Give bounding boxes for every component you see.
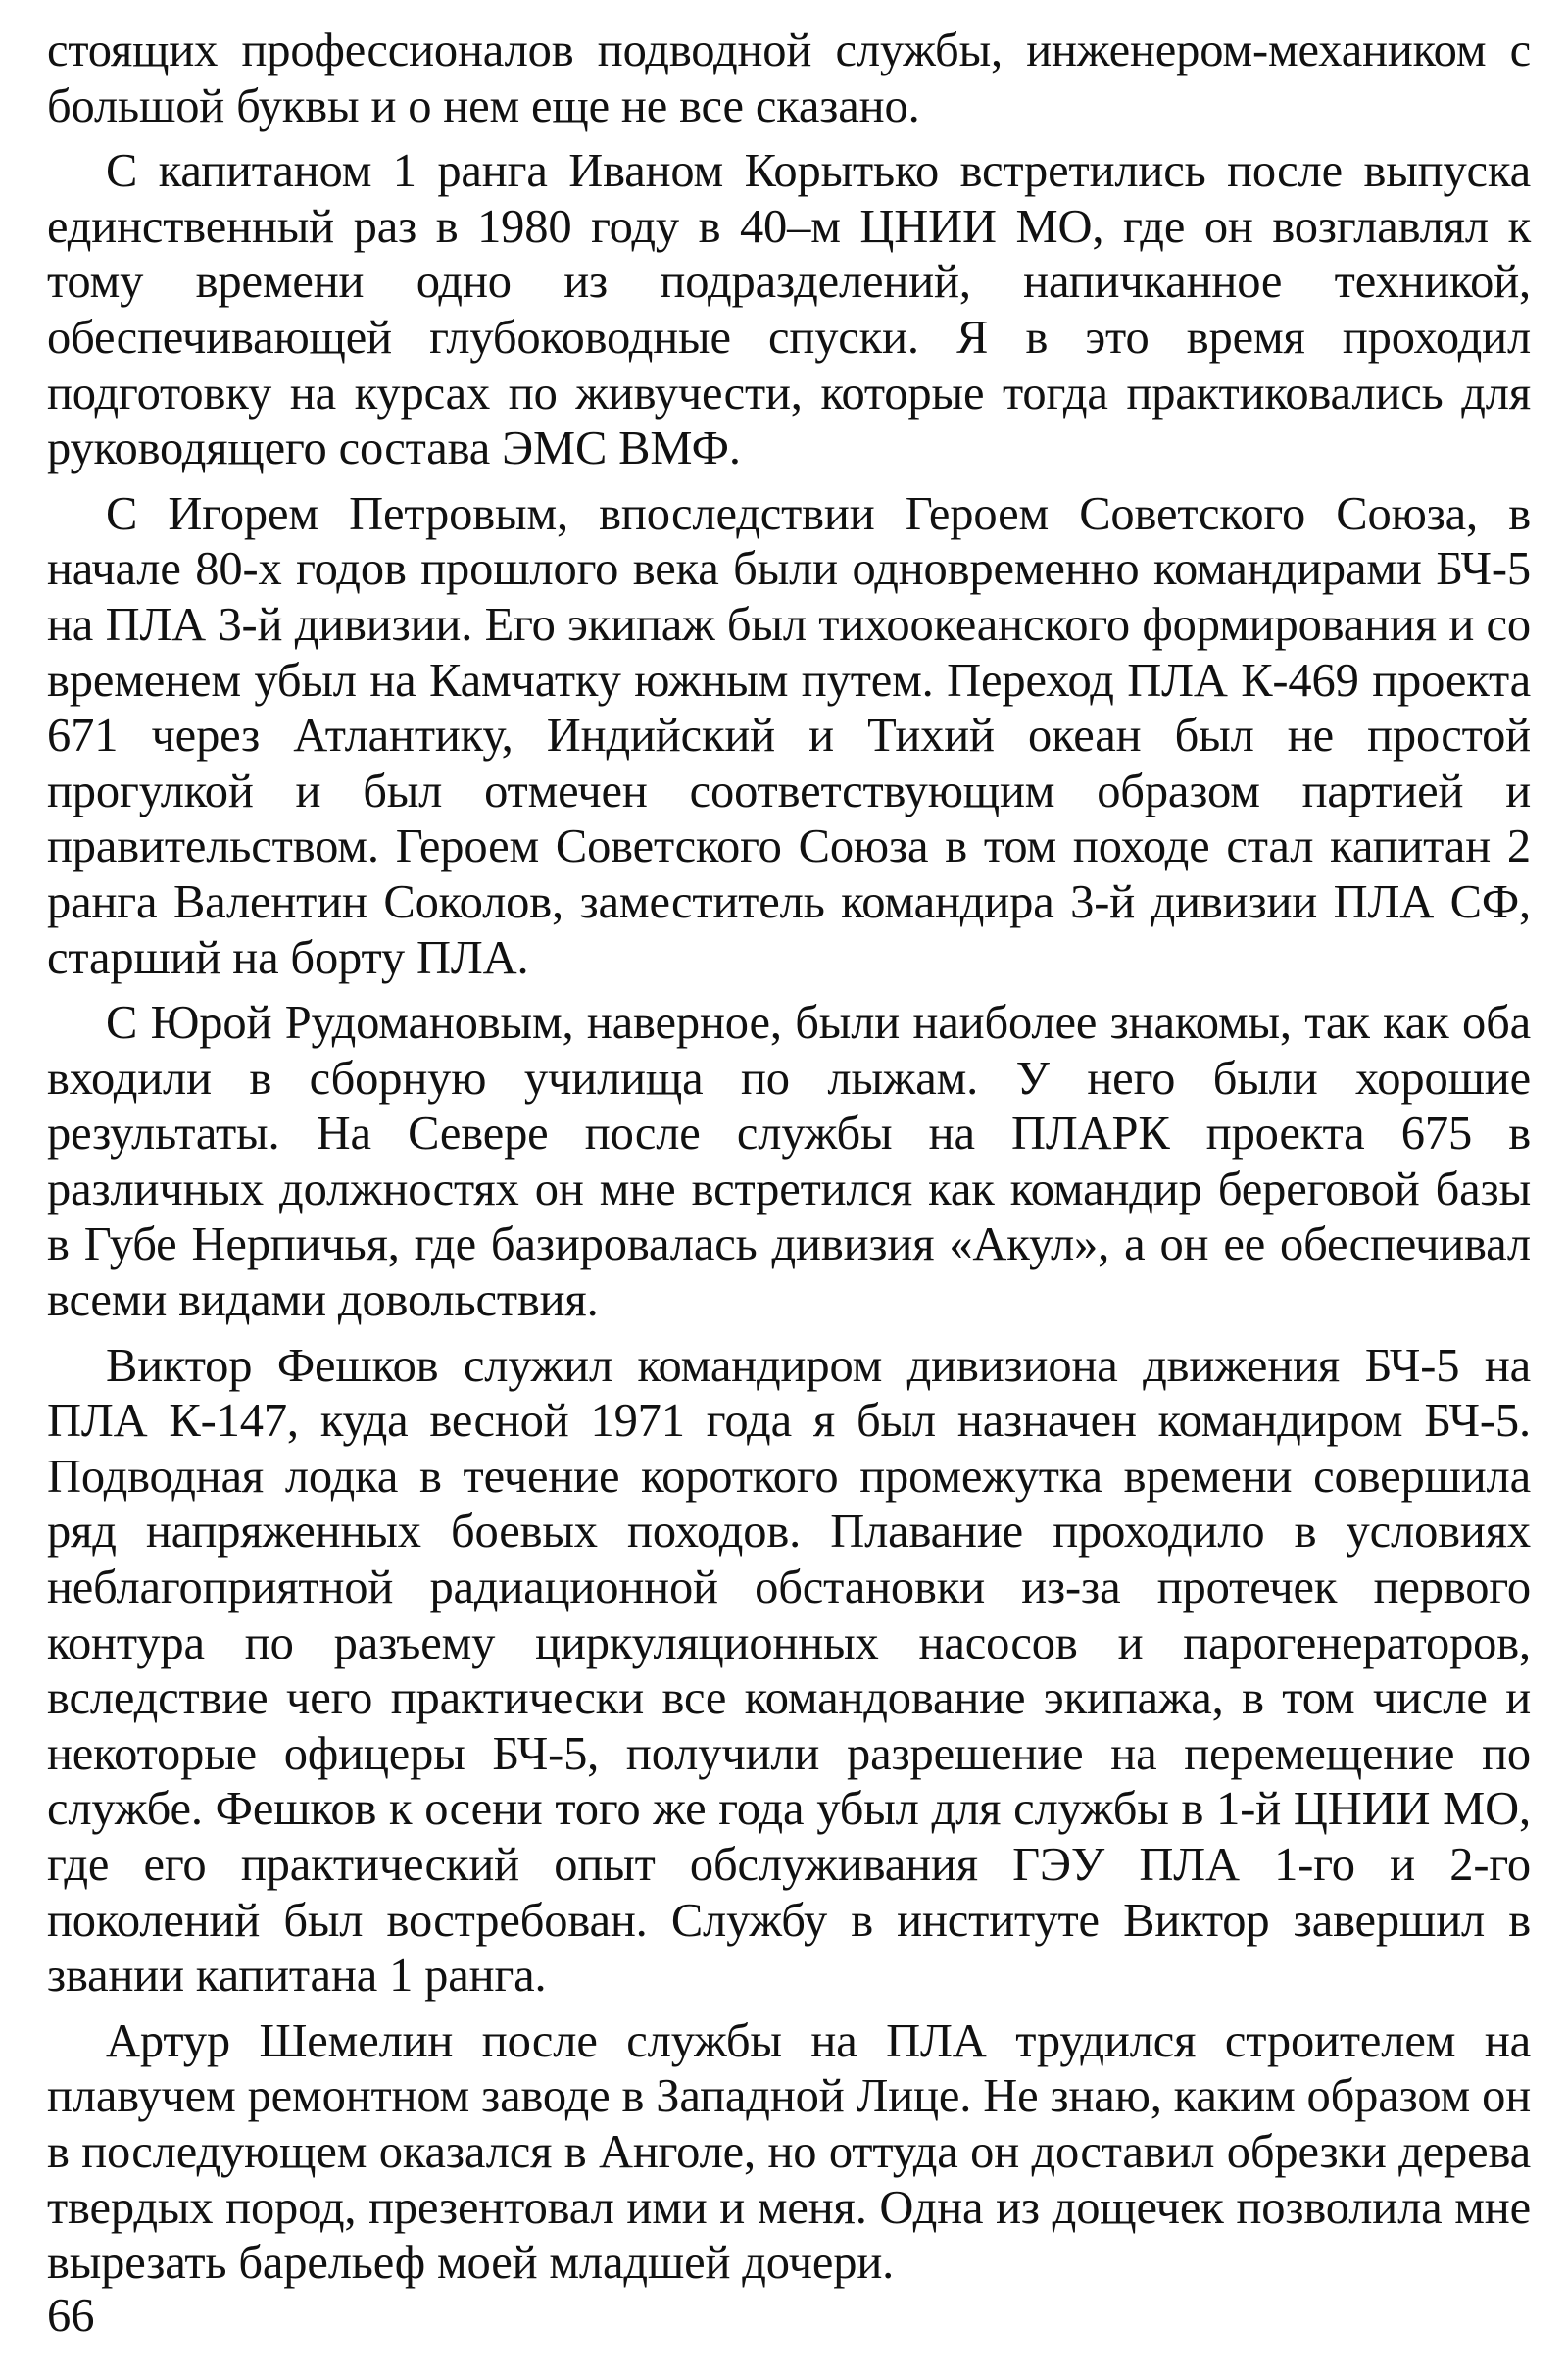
paragraph-continuation: стоящих профессионалов подводной службы, инженером-механиком с большой буквы и о нем еще не все сказано.: [47, 25, 1531, 132]
paragraph-shemelin: Артур Шемелин после службы на ПЛА трудился строителем на плавучем ремонтном заводе в Западной Лице. Не знаю, каким образом он в последующем оказался в Анголе, но оттуда он доставил обрезки дерева твердых пород, презентовал ими и меня. Одна из дощечек позволила мне вырезать барельеф моей младшей дочери.: [47, 2014, 1531, 2290]
page-body: [47, 24, 1531, 2356]
paragraph-feshkov: Виктор Фешков служил командиром дивизиона движения БЧ-5 на ПЛА К-147, куда весной 1971 года я был назначен командиром БЧ-5. Подводная лодка в течение короткого промежутка времени совершила ряд напряженных боевых походов. Плавание проходило в условиях неблагоприятной радиационной обстановки из-за протечек первого контура по разъему циркуляционных насосов и парогенераторов, вследствие чего практически все командование экипажа, в том числе и некоторые офицеры БЧ-5, получили разрешение на перемещение по службе. Фешков к осени того же года убыл для службы в 1-й ЦНИИ МО, где его практический опыт обслуживания ГЭУ ПЛА 1-го и 2-го поколений был востребован. Службу в институте Виктор завершил в звании капитана 1 ранга.: [47, 1339, 1531, 2003]
paragraph-rudomanov: С Юрой Рудомановым, наверное, были наиболее знакомы, так как оба входили в сборную училища по лыжам. У него были хорошие результаты. На Севере после службы на ПЛАРК проекта 675 в различных должностях он мне встретился как командир береговой базы в Губе Нерпичья, где базировалась дивизия «Акул», а он ее обеспечивал всеми видами довольствия.: [47, 997, 1531, 1327]
page-number: 66: [47, 2290, 95, 2342]
paragraph-korytko: С капитаном 1 ранга Иваном Корытько встретились после выпуска единственный раз в 1980 году в 40–м ЦНИИ МО, где он возглавлял к тому времени одно из подразделений, напичканное техникой, обеспечивающей глубоководные спуски. Я в это время проходил подготовку на курсах по живучести, которые тогда практиковались для руководящего состава ЭМС ВМФ.: [47, 145, 1531, 475]
paragraph-petrov: С Игорем Петровым, впоследствии Героем Советского Союза, в начале 80-х годов прошлого века были одновременно командирами БЧ-5 на ПЛА 3-й дивизии. Его экипаж был тихоокеанского формирования и со временем убыл на Камчатку южным путем. Переход ПЛА К-469 проекта 671 через Атлантику, Индийский и Тихий океан был не простой прогулкой и был отмечен соответствующим образом партией и правительством. Героем Советского Союза в том походе стал капитан 2 ранга Валентин Соколов, заместитель командира 3-й дивизии ПЛА СФ, старший на борту ПЛА.: [47, 487, 1531, 984]
